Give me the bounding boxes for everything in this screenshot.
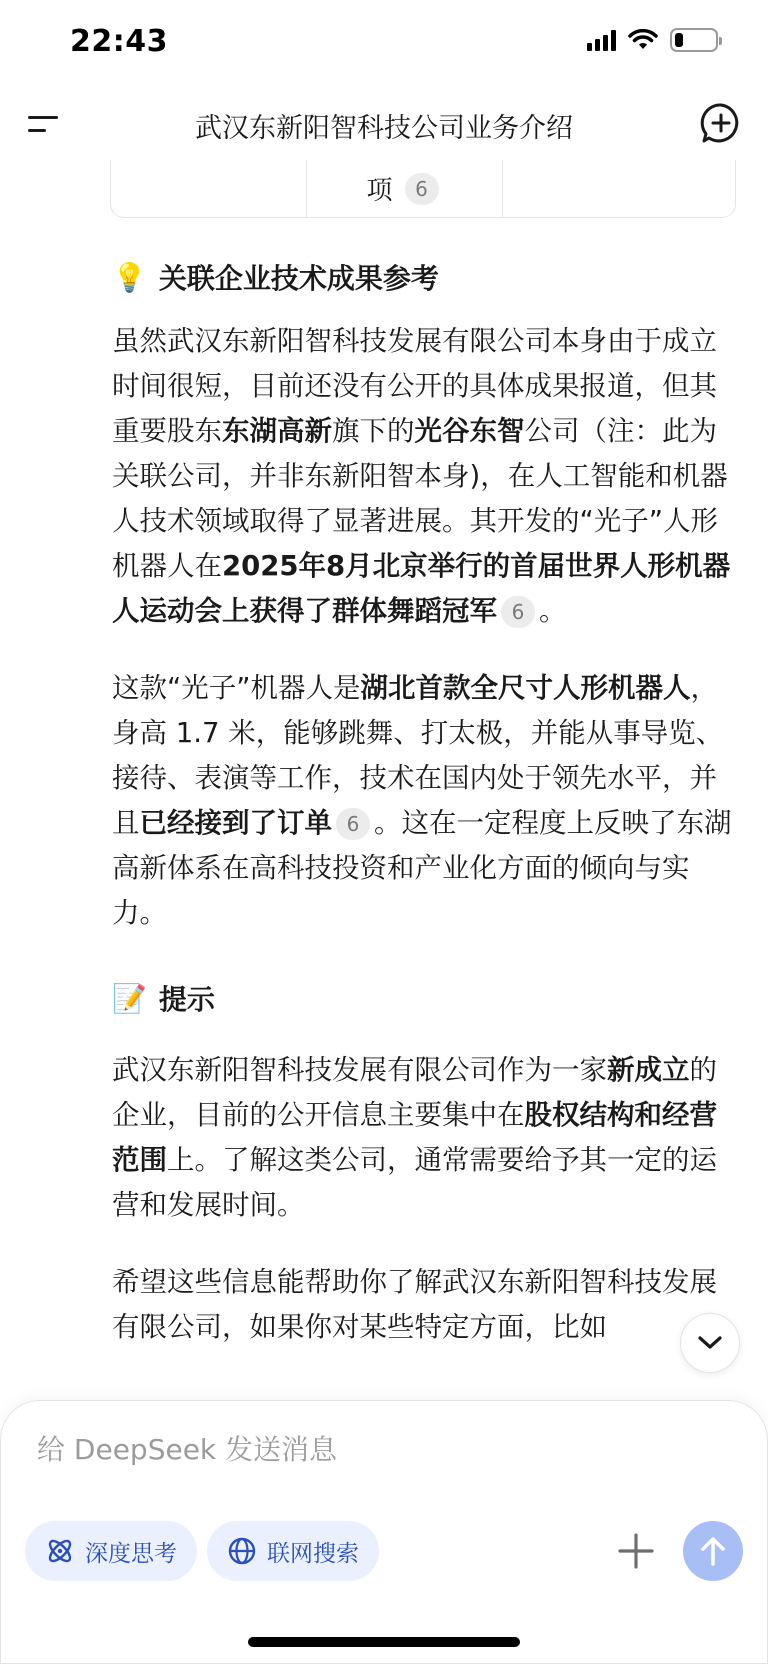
table-cell: [111, 160, 307, 217]
paragraph: [112, 319, 738, 634]
home-indicator: [248, 1637, 520, 1647]
status-icons: [587, 28, 718, 52]
paragraph: [112, 1260, 738, 1350]
status-time: 22:43: [70, 24, 168, 59]
add-attachment-icon[interactable]: [611, 1526, 661, 1576]
battery-icon: [670, 28, 718, 52]
table-fragment: [110, 160, 736, 218]
memo-icon: 📝: [112, 981, 147, 1015]
arrow-up-icon: [698, 1535, 728, 1567]
citation-badge[interactable]: 6: [336, 808, 370, 840]
send-button[interactable]: [683, 1521, 743, 1581]
text-span: 武汉东新阳智科技发展有限公司作为一家: [112, 1054, 607, 1086]
message-composer: [0, 1400, 768, 1664]
section-heading: [112, 976, 738, 1020]
text-span: 旗下的: [332, 415, 415, 447]
text-span: 的企业，目前的公开信息主要集中在: [112, 1054, 717, 1131]
web-search-button[interactable]: [207, 1521, 379, 1581]
bold-text: 股权结构和经营范围: [112, 1099, 717, 1176]
text-span: 。这在一定程度上反映了东湖高新体系在高科技投资和产业化方面的倾向与实力。: [112, 807, 732, 929]
message-content: [112, 255, 738, 1350]
table-cell: [503, 160, 735, 217]
atom-icon: [45, 1536, 75, 1566]
deep-think-button[interactable]: [25, 1521, 197, 1581]
paragraph: [112, 666, 738, 936]
globe-icon: [227, 1536, 257, 1566]
text-span: 希望这些信息能帮助你了解武汉东新阳智科技发展有限公司，如果你对某些特定方面，比如: [112, 1266, 717, 1343]
text-span: 公司（注：此为关联公司，并非东新阳智本身)，在人工智能和机器人技术领域取得了显著进展。其开发的“光子”人形机器人在: [112, 415, 728, 582]
cellular-signal-icon: [587, 29, 616, 51]
bold-text: 湖北首款全尺寸人形机器人: [360, 672, 691, 704]
text-span: 虽然武汉东新阳智科技发展有限公司本身由于成立时间很短，目前还没有公开的具体成果报道，但其重要股东: [112, 325, 717, 447]
citation-badge[interactable]: 6: [405, 173, 439, 205]
bold-text: 2025年8月北京举行的首届世界人形机器人运动会上获得了群体舞蹈冠军: [112, 550, 731, 627]
lightbulb-icon: 💡: [112, 260, 147, 294]
section-title: 提示: [158, 983, 215, 1016]
bold-text: 新成立: [607, 1054, 690, 1086]
deep-think-label: 深度思考: [85, 1540, 177, 1567]
table-cell: [307, 160, 503, 217]
table-cell-text: 项: [366, 176, 393, 206]
status-bar: [0, 0, 768, 90]
battery-level: [675, 33, 683, 47]
section-heading: [112, 255, 738, 299]
paragraph: [112, 1048, 738, 1228]
citation-badge[interactable]: 6: [501, 596, 535, 628]
text-span: 。: [539, 595, 567, 627]
chat-header: [0, 90, 768, 160]
scroll-down-button[interactable]: [680, 1313, 740, 1373]
wifi-icon: [628, 29, 658, 51]
web-search-label: 联网搜索: [267, 1540, 359, 1567]
bold-text: 已经接到了订单: [139, 807, 332, 839]
bold-text: 东湖高新: [222, 415, 332, 447]
chevron-down-icon: [697, 1335, 723, 1351]
text-span: 这款“光子”机器人是: [112, 672, 361, 704]
message-input[interactable]: [37, 1433, 637, 1466]
bold-text: 光谷东智: [414, 415, 525, 447]
text-span: 上。了解这类公司，通常需要给予其一定的运营和发展时间。: [112, 1144, 717, 1221]
section-title: 关联企业技术成果参考: [158, 262, 439, 295]
chat-title: 武汉东新阳智科技公司业务介绍: [195, 113, 573, 144]
text-span: ，身高 1.7 米，能够跳舞、打太极，并能从事导览、接待、表演等工作，技术在国内处于领先水平，并且: [112, 672, 724, 839]
new-chat-icon[interactable]: [700, 102, 742, 144]
